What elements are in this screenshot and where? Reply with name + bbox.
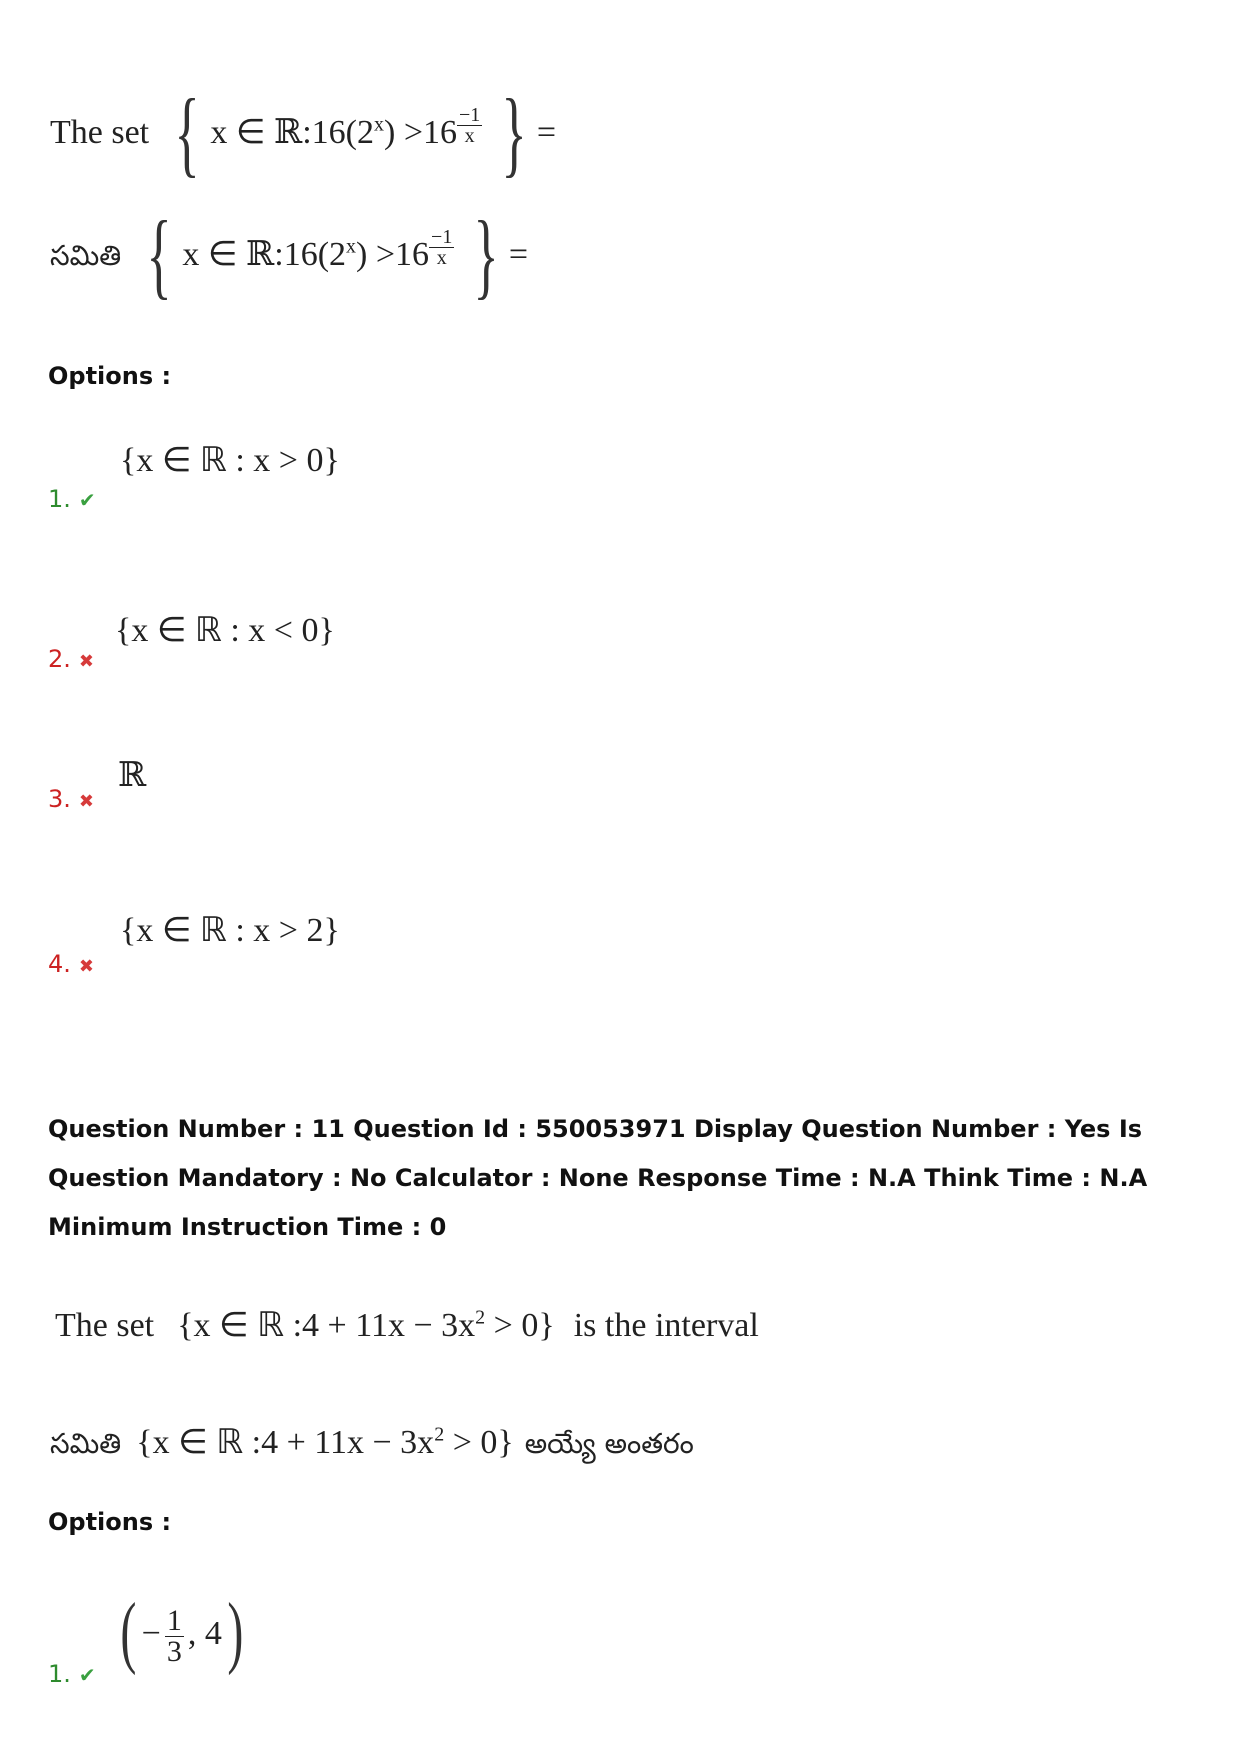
q11-stem-en-label: The set (55, 1307, 155, 1344)
q11-stem-te-suffix: అయ్యే అంతరం (524, 1427, 694, 1460)
q10-option-4-marker (48, 950, 94, 978)
option-number: 1. (48, 1660, 71, 1688)
q10-stem-te (50, 201, 529, 308)
q10-stem-te-label: సమితి (50, 239, 122, 272)
q11-stem-te (50, 1422, 694, 1467)
q11-option-1-fraction: $\frac{1}{3}$ (166, 1603, 182, 1668)
q10-expression-te: { x ∈ ℝ:16(2$^x$) >16 $\frac{-1}{x}$ } = (146, 201, 529, 308)
q10-option-1-marker (48, 485, 96, 513)
q10-option-2-answer[interactable]: {x ∈ ℝ : x < 0} (115, 612, 335, 649)
q11-metadata: Question Number : 11 Question Id : 550053971 Display Question Number : Yes Is Question Mandatory : No Calculator : None Response Time : N.A Think Time : N.A Minimum Instruction Time : 0 (48, 1115, 1148, 1241)
cross-icon: ✖ (78, 791, 94, 812)
q11-options-label: Options : (48, 1508, 172, 1536)
option-number: 1. (48, 485, 71, 513)
q10-expression-en: { x ∈ ℝ:16(2$^x$) >16 $\frac{-1}{x}$ } = (174, 79, 557, 186)
q11-stem-en-suffix: is the interval (573, 1307, 759, 1344)
option-number: 4. (48, 950, 71, 978)
check-icon: ✔ (78, 488, 96, 512)
cross-icon: ✖ (78, 651, 94, 672)
q10-exponent-fraction: $\frac{-1}{x}$ (459, 104, 481, 147)
q10-exponent-fraction-te: $\frac{-1}{x}$ (431, 226, 453, 269)
q11-option-1-answer[interactable]: ( − $\frac{1}{3}$ , 4) (120, 1588, 244, 1676)
q10-option-1-answer[interactable]: {x ∈ ℝ : x > 0} (120, 442, 340, 479)
cross-icon: ✖ (78, 956, 94, 977)
q11-expression-en: {x ∈ ℝ :4 + $11x - 3x^2 > 0$} (177, 1306, 555, 1344)
q10-option-2-marker (48, 645, 94, 673)
option-number: 3. (48, 785, 71, 813)
q10-stem-en (50, 79, 557, 186)
q10-option-3-answer[interactable]: ℝ (118, 755, 147, 795)
check-icon: ✔ (78, 1663, 96, 1687)
q10-option-4-answer[interactable]: {x ∈ ℝ : x > 2} (120, 912, 340, 949)
q10-option-3-marker (48, 785, 94, 813)
q10-stem-en-label: The set (50, 114, 150, 151)
q10-options-label: Options : (48, 362, 172, 390)
q11-stem-te-label: సమితి (50, 1427, 122, 1460)
q11-option-1-marker (48, 1660, 96, 1688)
q11-expression-te: {x ∈ ℝ :4 + $11x - 3x^2 > 0$} (136, 1423, 514, 1461)
q11-stem-en (55, 1305, 759, 1345)
option-number: 2. (48, 645, 71, 673)
